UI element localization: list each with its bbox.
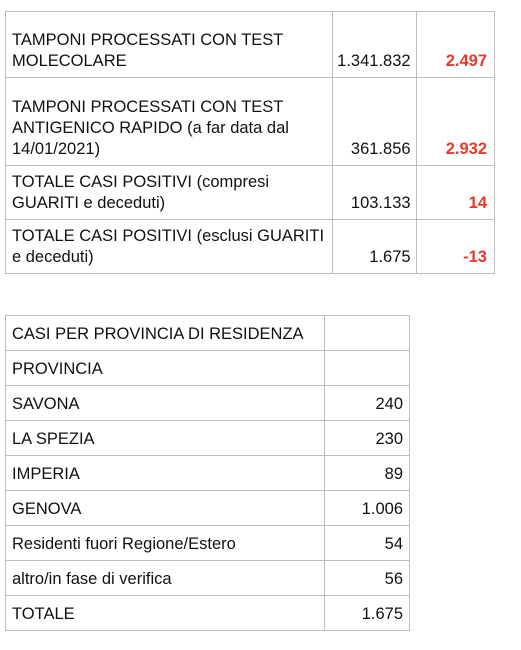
province-table: [5, 315, 410, 631]
table-row-total: [6, 596, 410, 631]
row-total: 1.675: [332, 220, 416, 274]
table-row: [6, 421, 410, 456]
table-row: [6, 526, 410, 561]
row-daily-change: -13: [416, 220, 494, 274]
row-daily-change: 2.932: [416, 78, 494, 166]
summary-table: [5, 11, 495, 274]
table-row: [6, 561, 410, 596]
table-row: [6, 166, 495, 220]
empty-cell: [324, 316, 409, 351]
province-name: IMPERIA: [6, 456, 325, 491]
table-header-row: [6, 351, 410, 386]
table-row: [6, 220, 495, 274]
table-title-row: [6, 316, 410, 351]
province-value: 56: [324, 561, 409, 596]
table-row: [6, 78, 495, 166]
province-value: 230: [324, 421, 409, 456]
table-title: CASI PER PROVINCIA DI RESIDENZA: [6, 316, 325, 351]
row-total: 361.856: [332, 78, 416, 166]
row-daily-change: 14: [416, 166, 494, 220]
table-row: [6, 456, 410, 491]
province-value: 240: [324, 386, 409, 421]
table-row: [6, 386, 410, 421]
province-value: 89: [324, 456, 409, 491]
row-label: TAMPONI PROCESSATI CON TEST ANTIGENICO RAPIDO (a far data dal 14/01/2021): [6, 78, 333, 166]
table-row: [6, 12, 495, 78]
province-name: LA SPEZIA: [6, 421, 325, 456]
row-daily-change: 2.497: [416, 12, 494, 78]
province-value: 54: [324, 526, 409, 561]
province-name: altro/in fase di verifica: [6, 561, 325, 596]
row-total: 103.133: [332, 166, 416, 220]
province-name: SAVONA: [6, 386, 325, 421]
province-value: 1.675: [324, 596, 409, 631]
row-label: TOTALE CASI POSITIVI (compresi GUARITI e deceduti): [6, 166, 333, 220]
column-header: PROVINCIA: [6, 351, 325, 386]
row-total: 1.341.832: [332, 12, 416, 78]
province-name: GENOVA: [6, 491, 325, 526]
row-label: TAMPONI PROCESSATI CON TEST MOLECOLARE: [6, 12, 333, 78]
row-label: TOTALE CASI POSITIVI (esclusi GUARITI e deceduti): [6, 220, 333, 274]
table-row: [6, 491, 410, 526]
province-name: TOTALE: [6, 596, 325, 631]
province-value: 1.006: [324, 491, 409, 526]
empty-cell: [324, 351, 409, 386]
province-name: Residenti fuori Regione/Estero: [6, 526, 325, 561]
